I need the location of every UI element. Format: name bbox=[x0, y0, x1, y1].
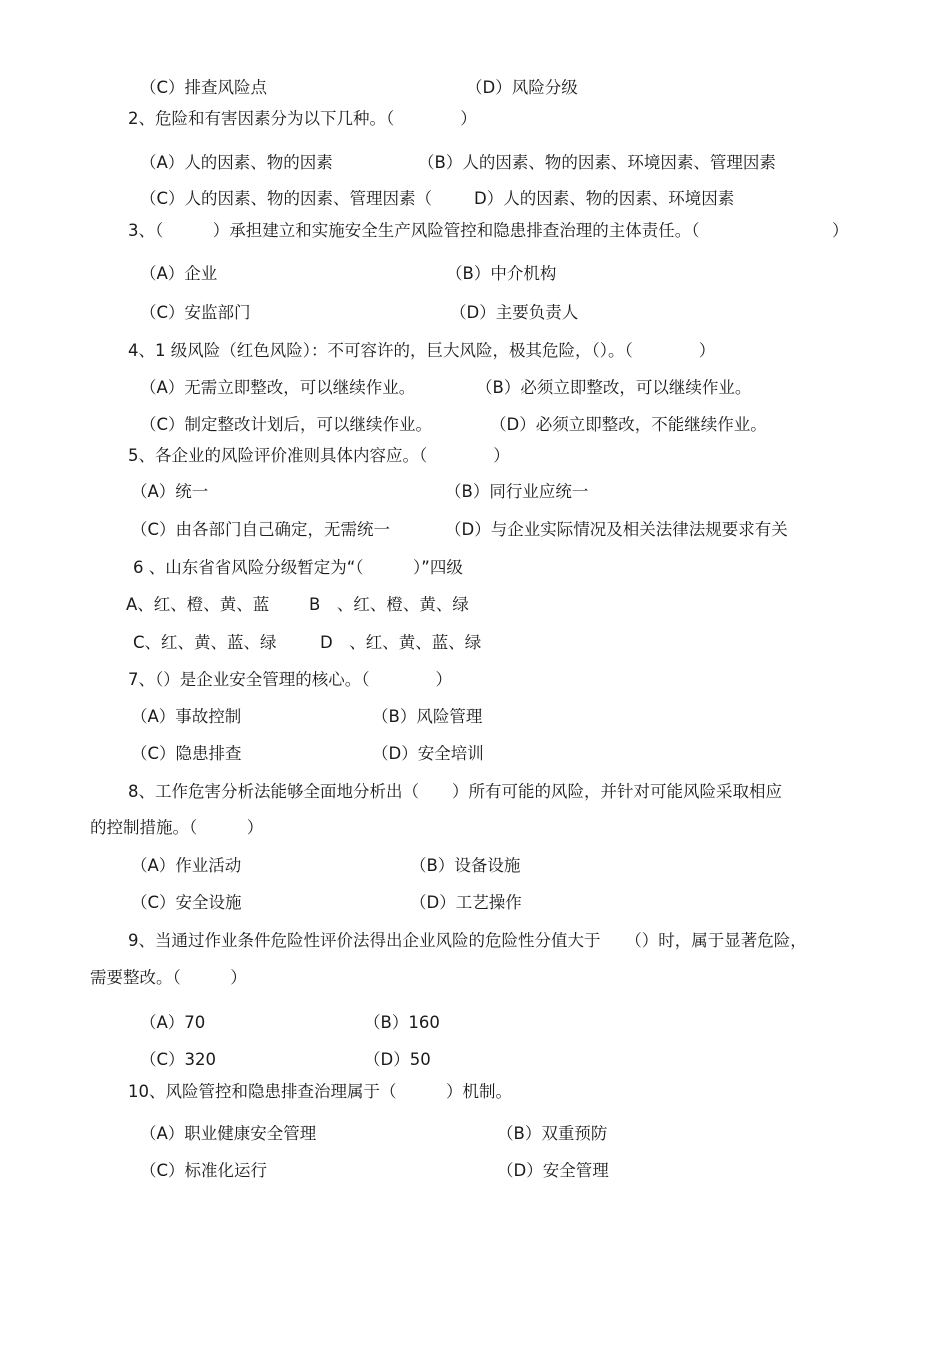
option-text: A、红、橙、黄、蓝 bbox=[126, 595, 270, 614]
option-text: （A）职业健康安全管理 bbox=[140, 1124, 317, 1143]
option-text: B 、红、橙、黄、绿 bbox=[309, 595, 469, 614]
option-text: （D）安全管理 bbox=[497, 1161, 609, 1180]
option-text: （D）工艺操作 bbox=[410, 893, 522, 912]
option-text: （D）50 bbox=[364, 1050, 431, 1069]
option-text: （A）事故控制 bbox=[131, 707, 242, 726]
option-text: （A）企业 bbox=[140, 264, 218, 283]
option-text: （C）320 bbox=[140, 1050, 217, 1069]
question-text: 需要整改。（ ） bbox=[90, 968, 247, 987]
option-text: （C）人的因素、物的因素、管理因素（ bbox=[140, 189, 433, 208]
option-text: C、红、黄、蓝、绿 bbox=[133, 633, 277, 652]
question-text: 9、当通过作业条件危险性评价法得出企业风险的危险性分值大于 （）时，属于显著危险， bbox=[128, 931, 807, 950]
option-text: （B）中介机构 bbox=[446, 264, 557, 283]
option-text: （B）同行业应统一 bbox=[445, 482, 589, 501]
option-text: （C）安全设施 bbox=[131, 893, 242, 912]
option-text: （B）必须立即整改，可以继续作业。 bbox=[476, 378, 752, 397]
option-text: （C）隐患排查 bbox=[131, 744, 242, 763]
option-text: D）人的因素、物的因素、环境因素 bbox=[474, 189, 735, 208]
option-text: （A）无需立即整改，可以继续作业。 bbox=[140, 378, 416, 397]
option-text: （C）排查风险点 bbox=[140, 78, 268, 97]
question-text: 7、（）是企业安全管理的核心。（ ） bbox=[128, 670, 452, 689]
question-text: 5、各企业的风险评价准则具体内容应。（ ） bbox=[128, 446, 510, 465]
option-text: （D）风险分级 bbox=[466, 78, 578, 97]
option-text: （B）人的因素、物的因素、环境因素、管理因素 bbox=[418, 153, 776, 172]
question-text: 的控制措施。（ ） bbox=[90, 818, 264, 837]
question-text: 4、1 级风险（红色风险）：不可容许的，巨大风险，极其危险，（）。（ ） bbox=[128, 341, 716, 360]
option-text: （D）与企业实际情况及相关法律法规要求有关 bbox=[445, 520, 788, 539]
option-text: （B）设备设施 bbox=[410, 856, 521, 875]
option-text: （D）安全培训 bbox=[372, 744, 484, 763]
option-text: （A）统一 bbox=[131, 482, 209, 501]
option-text: （B）风险管理 bbox=[372, 707, 483, 726]
option-text: （B）双重预防 bbox=[497, 1124, 608, 1143]
question-text: 8、工作危害分析法能够全面地分析出（ ）所有可能的风险，并针对可能风险采取相应 bbox=[128, 782, 782, 801]
question-text: 3、（ ）承担建立和实施安全生产风险管控和隐患排查治理的主体责任。（ bbox=[128, 221, 700, 240]
option-text: （C）制定整改计划后，可以继续作业。 bbox=[140, 415, 433, 434]
option-text: （A）70 bbox=[140, 1013, 206, 1032]
option-text: （C）安监部门 bbox=[140, 303, 251, 322]
option-text: （C）标准化运行 bbox=[140, 1161, 268, 1180]
option-text: （D）主要负责人 bbox=[450, 303, 579, 322]
option-text: D 、红、黄、蓝、绿 bbox=[320, 633, 482, 652]
option-text: （C）由各部门自己确定，无需统一 bbox=[131, 520, 391, 539]
option-text: （B）160 bbox=[364, 1013, 440, 1032]
question-text: ） bbox=[832, 221, 849, 240]
question-text: 6 、山东省省风险分级暂定为“（ ）”四级 bbox=[133, 558, 463, 577]
option-text: （A）人的因素、物的因素 bbox=[140, 153, 333, 172]
question-text: 2、危险和有害因素分为以下几种。（ ） bbox=[128, 109, 477, 128]
option-text: （A）作业活动 bbox=[131, 856, 242, 875]
option-text: （D）必须立即整改，不能继续作业。 bbox=[490, 415, 767, 434]
question-text: 10、风险管控和隐患排查治理属于（ ）机制。 bbox=[128, 1082, 512, 1101]
